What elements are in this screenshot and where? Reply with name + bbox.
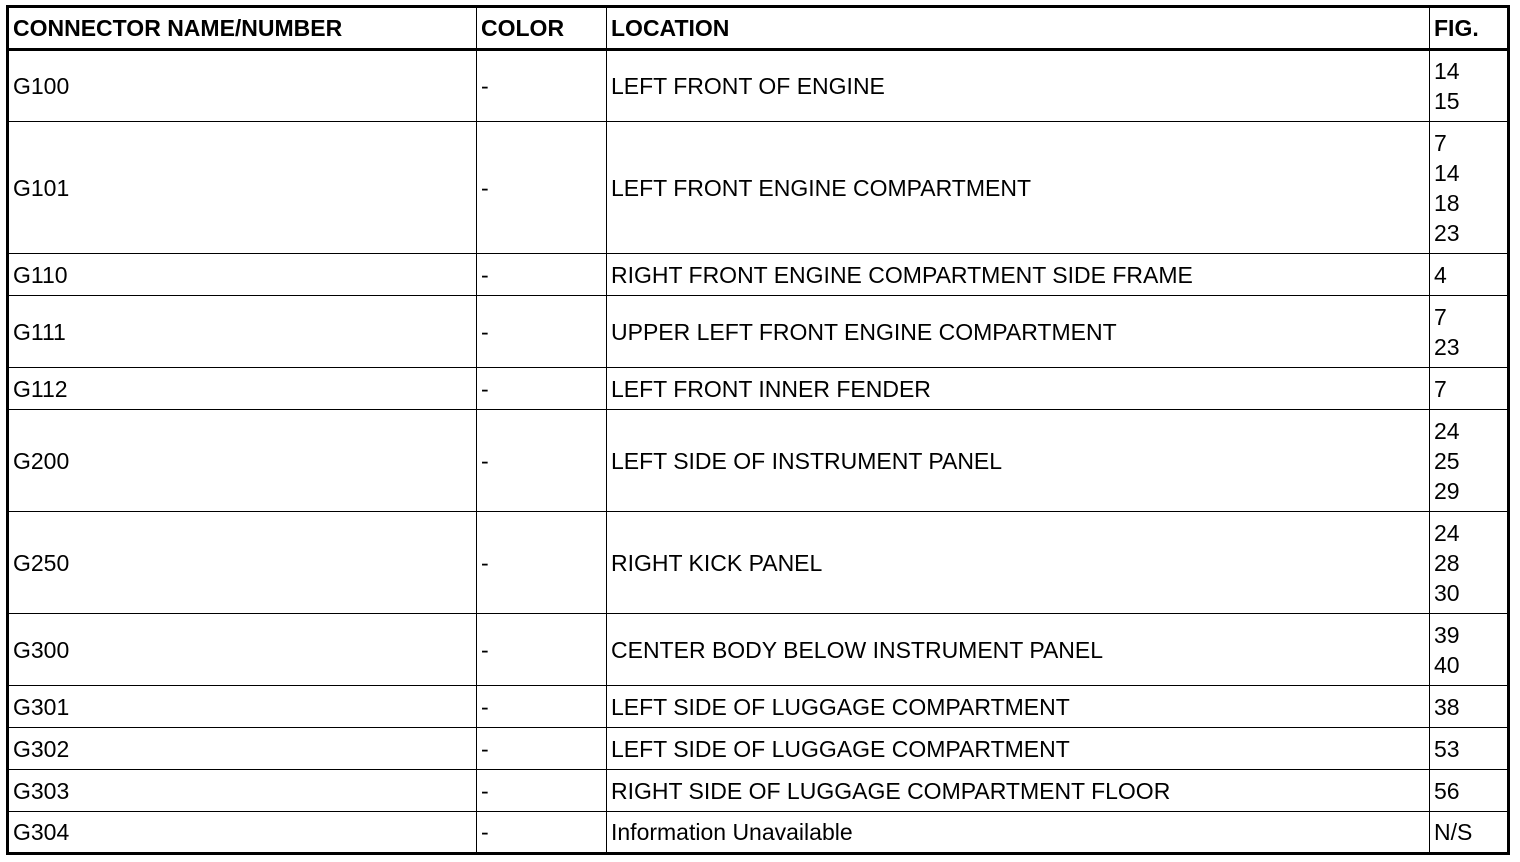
header-connector-name: CONNECTOR NAME/NUMBER: [8, 7, 477, 50]
location-cell: LEFT SIDE OF INSTRUMENT PANEL: [607, 410, 1430, 512]
table-row: [8, 122, 1509, 254]
connector-name-cell: G110: [8, 254, 477, 296]
fig-number: 28: [1434, 549, 1460, 576]
fig-number: 30: [1434, 579, 1460, 606]
table-row: [8, 686, 1509, 728]
color-cell: -: [477, 368, 607, 410]
fig-cell: [1430, 512, 1509, 614]
fig-number: 40: [1434, 651, 1460, 678]
connector-name-cell: G300: [8, 614, 477, 686]
connector-name-cell: G101: [8, 122, 477, 254]
connector-name-cell: G112: [8, 368, 477, 410]
color-cell: -: [477, 296, 607, 368]
fig-number: 15: [1434, 88, 1460, 114]
location-cell: RIGHT SIDE OF LUGGAGE COMPARTMENT FLOOR: [607, 770, 1430, 812]
table-row: [8, 770, 1509, 812]
table-row: [8, 614, 1509, 686]
table-row: [8, 50, 1509, 122]
location-cell: LEFT FRONT INNER FENDER: [607, 368, 1430, 410]
location-cell: LEFT SIDE OF LUGGAGE COMPARTMENT: [607, 686, 1430, 728]
table-row: [8, 728, 1509, 770]
table-body: [8, 50, 1509, 854]
location-cell: RIGHT KICK PANEL: [607, 512, 1430, 614]
fig-cell: [1430, 50, 1509, 122]
fig-cell: [1430, 728, 1509, 770]
color-cell: -: [477, 686, 607, 728]
header-row: [8, 7, 1509, 50]
fig-cell: [1430, 254, 1509, 296]
table-row: [8, 410, 1509, 512]
color-cell: -: [477, 254, 607, 296]
table-row: [8, 368, 1509, 410]
connector-name-cell: G100: [8, 50, 477, 122]
fig-number: 56: [1434, 777, 1460, 804]
connector-name-cell: G303: [8, 770, 477, 812]
fig-cell: [1430, 812, 1509, 854]
connector-name-cell: G304: [8, 812, 477, 854]
color-cell: -: [477, 614, 607, 686]
fig-number: 7: [1434, 375, 1447, 402]
color-cell: -: [477, 770, 607, 812]
fig-cell: [1430, 368, 1509, 410]
fig-number: 23: [1434, 219, 1460, 246]
color-cell: -: [477, 122, 607, 254]
connector-name-cell: G111: [8, 296, 477, 368]
fig-number: 7: [1434, 129, 1447, 156]
fig-cell: [1430, 296, 1509, 368]
fig-number: N/S: [1434, 819, 1473, 845]
connector-table: [6, 5, 1510, 855]
table-row: [8, 296, 1509, 368]
location-cell: LEFT FRONT OF ENGINE: [607, 50, 1430, 122]
fig-cell: [1430, 770, 1509, 812]
fig-number: 38: [1434, 693, 1460, 720]
table-row: [8, 812, 1509, 854]
location-cell: LEFT SIDE OF LUGGAGE COMPARTMENT: [607, 728, 1430, 770]
fig-number: 4: [1434, 261, 1447, 288]
connector-name-cell: G302: [8, 728, 477, 770]
connector-name-cell: G301: [8, 686, 477, 728]
table-row: [8, 512, 1509, 614]
location-cell: LEFT FRONT ENGINE COMPARTMENT: [607, 122, 1430, 254]
header-location: LOCATION: [607, 7, 1430, 50]
fig-number: 23: [1434, 333, 1460, 360]
fig-number: 53: [1434, 735, 1460, 762]
fig-number: 24: [1434, 519, 1460, 546]
header-fig: FIG.: [1430, 7, 1509, 50]
color-cell: -: [477, 410, 607, 512]
fig-number: 14: [1434, 58, 1460, 84]
fig-cell: [1430, 686, 1509, 728]
fig-number: 39: [1434, 621, 1460, 648]
location-cell: UPPER LEFT FRONT ENGINE COMPARTMENT: [607, 296, 1430, 368]
fig-number: 29: [1434, 477, 1460, 504]
color-cell: -: [477, 50, 607, 122]
color-cell: -: [477, 728, 607, 770]
location-cell: CENTER BODY BELOW INSTRUMENT PANEL: [607, 614, 1430, 686]
connector-name-cell: G250: [8, 512, 477, 614]
fig-cell: [1430, 614, 1509, 686]
location-cell: RIGHT FRONT ENGINE COMPARTMENT SIDE FRAME: [607, 254, 1430, 296]
fig-cell: [1430, 410, 1509, 512]
fig-number: 18: [1434, 189, 1460, 216]
color-cell: -: [477, 812, 607, 854]
connector-name-cell: G200: [8, 410, 477, 512]
header-color: COLOR: [477, 7, 607, 50]
fig-cell: [1430, 122, 1509, 254]
fig-number: 25: [1434, 447, 1460, 474]
fig-number: 7: [1434, 303, 1447, 330]
color-cell: -: [477, 512, 607, 614]
fig-number: 14: [1434, 159, 1460, 186]
table-row: [8, 254, 1509, 296]
fig-number: 24: [1434, 417, 1460, 444]
location-cell: Information Unavailable: [607, 812, 1430, 854]
